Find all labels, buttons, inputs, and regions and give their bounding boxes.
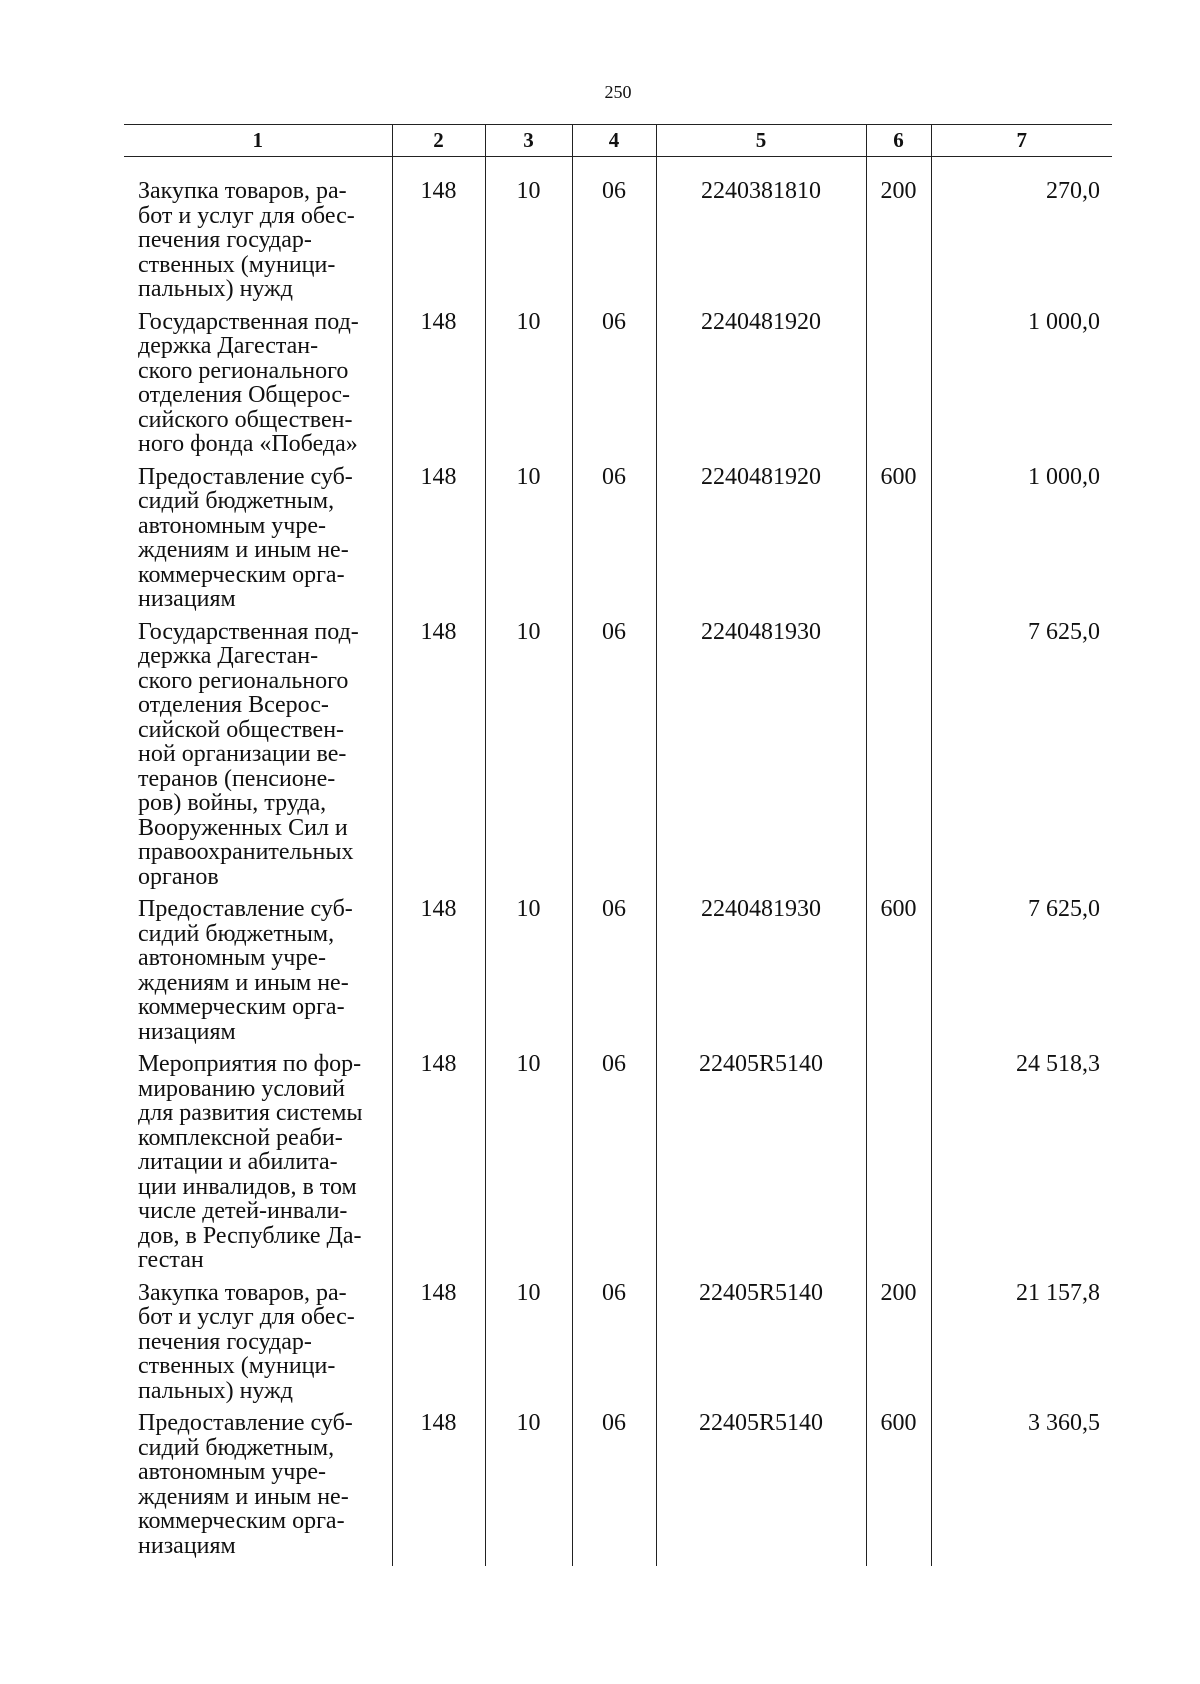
row-code-5: 22405R5140 <box>656 1411 866 1566</box>
row-code-3: 10 <box>485 1281 572 1412</box>
row-amount: 270,0 <box>931 157 1112 310</box>
row-code-5: 2240481920 <box>656 465 866 620</box>
row-code-4: 06 <box>572 1411 656 1566</box>
row-code-5: 2240481930 <box>656 620 866 898</box>
row-code-2: 148 <box>392 157 485 310</box>
table-row <box>124 1411 1112 1566</box>
row-code-2: 148 <box>392 1281 485 1412</box>
row-code-5: 2240481920 <box>656 310 866 465</box>
row-code-3: 10 <box>485 310 572 465</box>
row-amount: 1 000,0 <box>931 465 1112 620</box>
row-code-4: 06 <box>572 310 656 465</box>
row-description: Предоставление суб- сидий бюджетным, автономным учре- ждениям и иным не- коммерческим орга- низациям <box>138 1410 353 1559</box>
table-row <box>124 465 1112 620</box>
row-code-5: 2240481930 <box>656 897 866 1052</box>
table-row <box>124 1052 1112 1281</box>
row-code-6: 600 <box>866 465 931 620</box>
row-description: Закупка товаров, ра- бот и услуг для обес- печения государ- ственных (муници- пальных) нужд <box>138 178 355 302</box>
column-header: 2 <box>392 125 485 157</box>
row-amount: 7 625,0 <box>931 897 1112 1052</box>
row-code-3: 10 <box>485 897 572 1052</box>
table-row <box>124 1281 1112 1412</box>
row-code-3: 10 <box>485 465 572 620</box>
row-code-6: 600 <box>866 897 931 1052</box>
column-header: 1 <box>124 125 392 157</box>
row-code-4: 06 <box>572 157 656 310</box>
column-header: 6 <box>866 125 931 157</box>
table-row <box>124 157 1112 310</box>
row-code-5: 22405R5140 <box>656 1052 866 1281</box>
table-row <box>124 310 1112 465</box>
row-code-2: 148 <box>392 897 485 1052</box>
row-code-6 <box>866 620 931 898</box>
row-code-5: 22405R5140 <box>656 1281 866 1412</box>
row-amount: 1 000,0 <box>931 310 1112 465</box>
row-code-3: 10 <box>485 1411 572 1566</box>
row-description: Предоставление суб- сидий бюджетным, автономным учре- ждениям и иным не- коммерческим орга- низациям <box>138 896 353 1045</box>
column-header: 3 <box>485 125 572 157</box>
row-code-2: 148 <box>392 620 485 898</box>
row-description: Государственная под- держка Дагестан- ского регионального отделения Всерос- сийской обществен- ной организации ве- теранов (пенсионе- ров) войны, труда, Вооруженных Сил и правоохранительных органов <box>138 618 359 890</box>
row-amount: 3 360,5 <box>931 1411 1112 1566</box>
table-row <box>124 897 1112 1052</box>
row-description: Мероприятия по фор- мированию условий для развития системы комплексной реаби- литации и абилита- ции инвалидов, в том числе детей-инвали- дов, в Республике Да- гестан <box>138 1051 363 1273</box>
row-code-4: 06 <box>572 465 656 620</box>
page-number: 250 <box>604 82 632 102</box>
row-code-6: 600 <box>866 1411 931 1566</box>
row-code-4: 06 <box>572 620 656 898</box>
row-code-2: 148 <box>392 1052 485 1281</box>
row-description: Предоставление суб- сидий бюджетным, автономным учре- ждениям и иным не- коммерческим орга- низациям <box>138 463 353 612</box>
row-code-6 <box>866 310 931 465</box>
row-description: Государственная под- держка Дагестан- ского регионального отделения Общерос- сийского обществен- ного фонда «Победа» <box>138 308 359 457</box>
budget-table <box>124 124 1112 1566</box>
column-header: 5 <box>656 125 866 157</box>
row-code-6: 200 <box>866 1281 931 1412</box>
row-description: Закупка товаров, ра- бот и услуг для обес- печения государ- ственных (муници- пальных) нужд <box>138 1279 355 1404</box>
row-amount: 7 625,0 <box>931 620 1112 898</box>
row-code-4: 06 <box>572 1052 656 1281</box>
column-header: 7 <box>931 125 1112 157</box>
row-code-3: 10 <box>485 157 572 310</box>
row-code-2: 148 <box>392 310 485 465</box>
row-amount: 24 518,3 <box>931 1052 1112 1281</box>
row-code-3: 10 <box>485 620 572 898</box>
row-code-5: 2240381810 <box>656 157 866 310</box>
table-row <box>124 620 1112 898</box>
row-code-2: 148 <box>392 465 485 620</box>
row-code-6 <box>866 1052 931 1281</box>
row-code-3: 10 <box>485 1052 572 1281</box>
row-code-2: 148 <box>392 1411 485 1566</box>
table-header-row <box>124 125 1112 157</box>
row-code-4: 06 <box>572 1281 656 1412</box>
row-code-6: 200 <box>866 157 931 310</box>
column-header: 4 <box>572 125 656 157</box>
row-amount: 21 157,8 <box>931 1281 1112 1412</box>
row-code-4: 06 <box>572 897 656 1052</box>
